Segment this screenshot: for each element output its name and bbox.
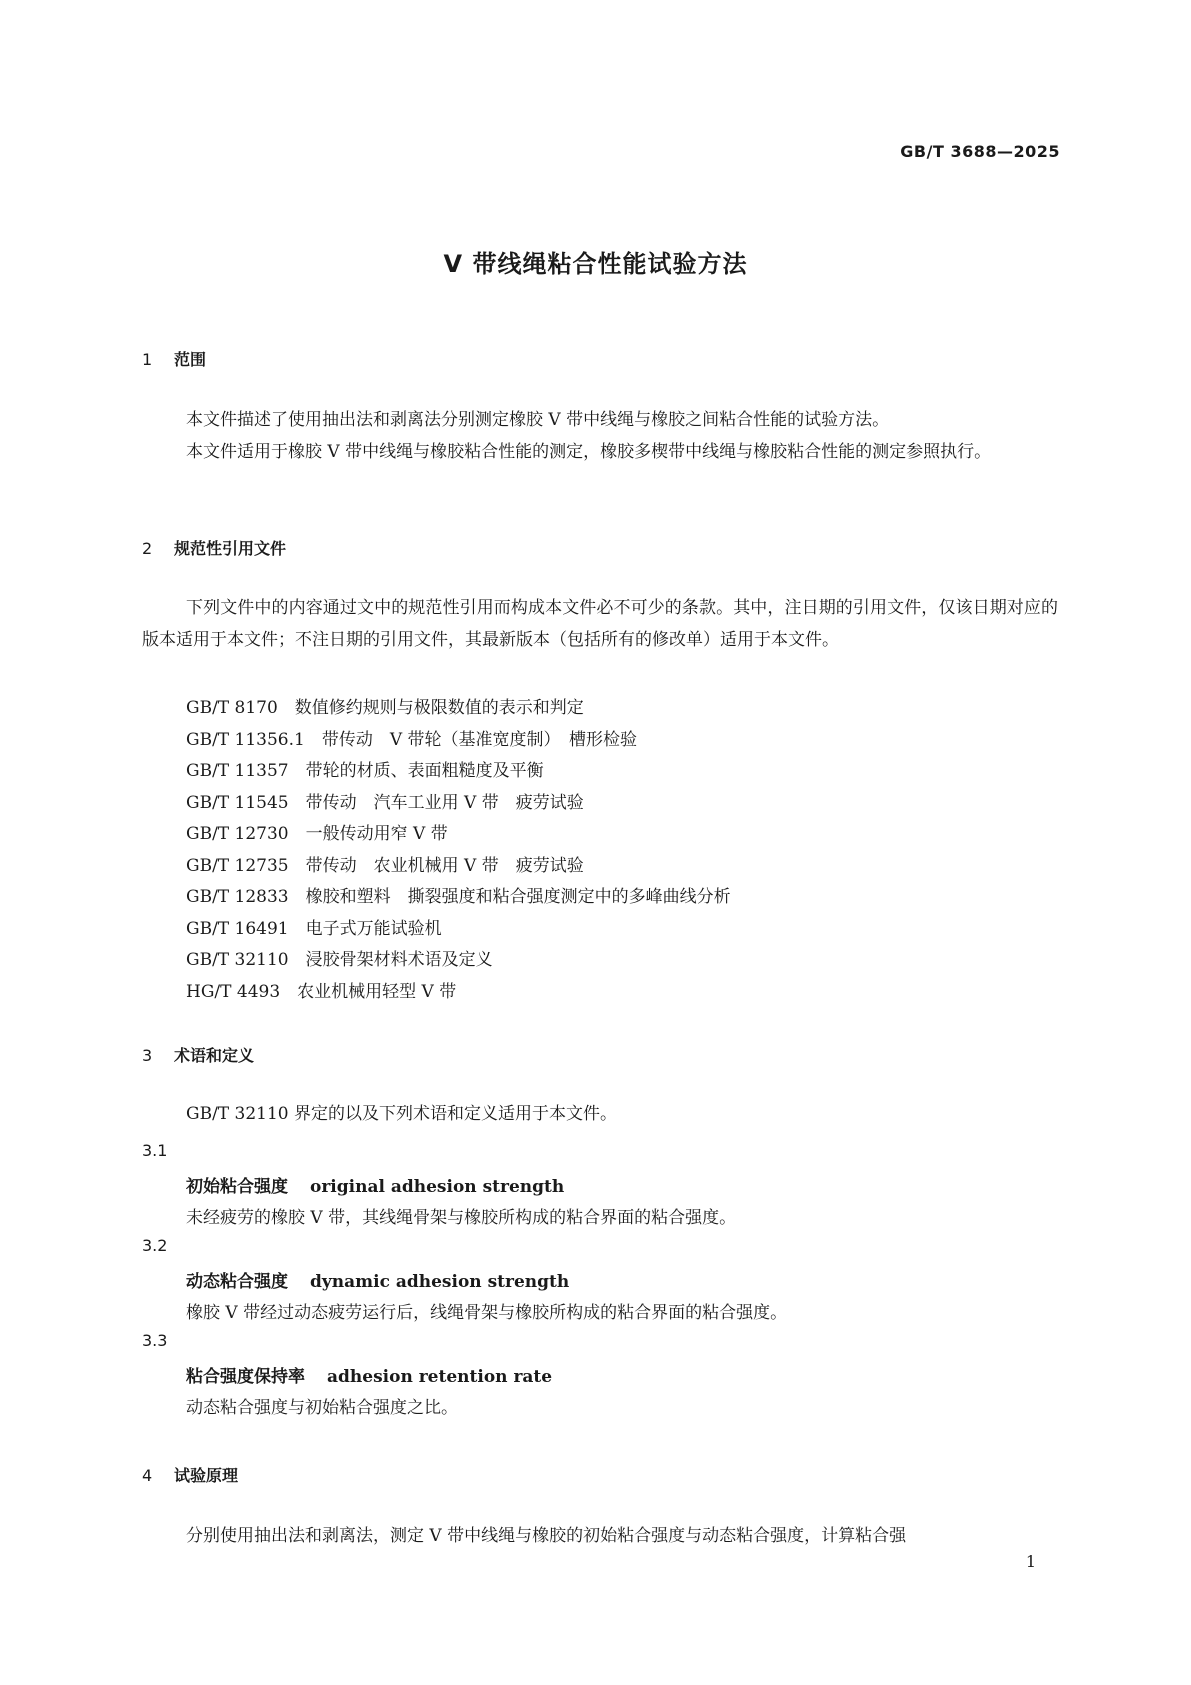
reference-item: GB/T 11356.1 带传动 V 带轮（基准宽度制） 槽形检验 [186, 729, 638, 750]
section-heading-terms-definitions [142, 1043, 254, 1066]
section-title: 范围 [174, 350, 207, 369]
reference-item: GB/T 16491 电子式万能试验机 [186, 918, 442, 939]
reference-item: GB/T 32110 浸胶骨架材料术语及定义 [186, 950, 493, 970]
reference-item: GB/T 12730 一般传动用窄 V 带 [186, 824, 448, 844]
term-number: 3.3 [142, 1331, 168, 1350]
document-title: V 带线绳粘合性能试验方法 [443, 250, 748, 278]
term-number: 3.1 [142, 1141, 168, 1160]
term-en: dynamic adhesion strength [310, 1272, 570, 1292]
paragraph: 下列文件中的内容通过文中的规范性引用而构成本文件必不可少的条款。其中，注日期的引用文件，仅该日期对应的版本适用于本文件；不注日期的引用文件，其最新版本（包括所有的修改单）适用于本文件。 [142, 598, 1058, 650]
reference-item: GB/T 11357 带轮的材质、表面粗糙度及平衡 [186, 761, 544, 781]
term-entry [186, 1172, 564, 1197]
section-title: 试验原理 [174, 1466, 239, 1485]
section-title: 术语和定义 [174, 1046, 255, 1065]
term-number: 3.2 [142, 1236, 168, 1255]
reference-item: GB/T 8170 数值修约规则与极限数值的表示和判定 [186, 698, 584, 718]
paragraph: 本文件适用于橡胶 V 带中线绳与橡胶粘合性能的测定，橡胶多楔带中线绳与橡胶粘合性能的测定参照执行。 [186, 442, 992, 462]
term-zh: 粘合强度保持率 [186, 1367, 305, 1387]
term-definition: 动态粘合强度与初始粘合强度之比。 [186, 1398, 458, 1418]
section-number: 1 [142, 350, 153, 369]
paragraph: GB/T 32110 界定的以及下列术语和定义适用于本文件。 [186, 1104, 618, 1124]
reference-item: GB/T 12735 带传动 农业机械用 V 带 疲劳试验 [186, 855, 584, 876]
term-entry [186, 1267, 569, 1292]
page-number: 1 [1025, 1552, 1036, 1571]
term-zh: 初始粘合强度 [186, 1177, 288, 1197]
section-number: 3 [142, 1046, 153, 1065]
standard-code: GB/T 3688—2025 [900, 142, 1060, 161]
reference-item: GB/T 11545 带传动 汽车工业用 V 带 疲劳试验 [186, 792, 584, 813]
reference-list [186, 693, 731, 1008]
paragraph: 本文件描述了使用抽出法和剥离法分别测定橡胶 V 带中线绳与橡胶之间粘合性能的试验方法。 [186, 410, 890, 430]
reference-item: HG/T 4493 农业机械用轻型 V 带 [186, 981, 457, 1002]
section-heading-scope [142, 347, 206, 370]
section-heading-normative-references [142, 536, 286, 559]
term-entry [186, 1362, 552, 1387]
term-definition: 未经疲劳的橡胶 V 带，其线绳骨架与橡胶所构成的粘合界面的粘合强度。 [186, 1208, 737, 1228]
section-heading-test-principle [142, 1463, 238, 1486]
section-title: 规范性引用文件 [174, 539, 287, 558]
term-en: adhesion retention rate [327, 1367, 553, 1387]
term-zh: 动态粘合强度 [186, 1272, 288, 1292]
term-en: original adhesion strength [310, 1177, 565, 1197]
reference-item: GB/T 12833 橡胶和塑料 撕裂强度和粘合强度测定中的多峰曲线分析 [186, 887, 731, 907]
section-number: 2 [142, 539, 153, 558]
term-definition: 橡胶 V 带经过动态疲劳运行后，线绳骨架与橡胶所构成的粘合界面的粘合强度。 [186, 1303, 788, 1323]
paragraph: 分别使用抽出法和剥离法，测定 V 带中线绳与橡胶的初始粘合强度与动态粘合强度，计算粘合强 [186, 1526, 907, 1546]
section-number: 4 [142, 1466, 153, 1485]
